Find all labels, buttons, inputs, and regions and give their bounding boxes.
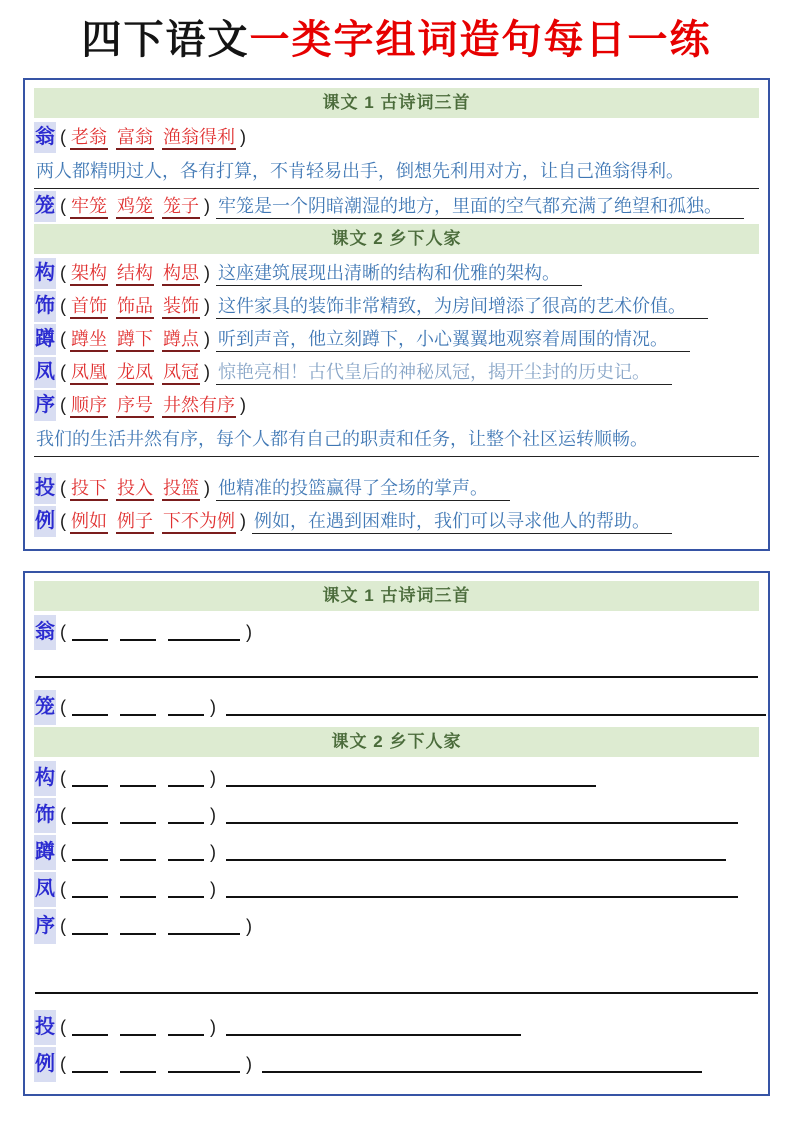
example-sentence: 这座建筑展现出清晰的结构和优雅的架构。 bbox=[216, 263, 582, 286]
example-sentence: 这件家具的装饰非常精致，为房间增添了很高的艺术价值。 bbox=[216, 296, 708, 319]
word-group-item: 投入 bbox=[116, 478, 154, 501]
example-sentence: 听到声音，他立刻蹲下，小心翼翼地观察着周围的情况。 bbox=[216, 329, 690, 352]
target-character: 例 bbox=[34, 1047, 56, 1082]
word-blank bbox=[120, 884, 156, 898]
word-group-item: 笼子 bbox=[162, 196, 200, 219]
target-character: 构 bbox=[34, 761, 56, 796]
word-blank bbox=[72, 810, 108, 824]
close-paren: ) bbox=[204, 478, 210, 498]
practice-box bbox=[23, 571, 770, 1096]
word-blank bbox=[120, 702, 156, 716]
word-blank bbox=[72, 884, 108, 898]
answer-box bbox=[23, 78, 770, 551]
word-group-item: 装饰 bbox=[162, 296, 200, 319]
close-paren: ) bbox=[204, 296, 210, 316]
close-paren: ) bbox=[210, 697, 216, 717]
answer-row-笼 bbox=[34, 191, 759, 222]
word-group-item: 蹲坐 bbox=[70, 329, 108, 352]
section-header-2: 课文 2 乡下人家 bbox=[34, 224, 759, 254]
word-blank bbox=[120, 847, 156, 861]
open-paren: ( bbox=[60, 296, 66, 316]
word-group-item: 凤凰 bbox=[70, 362, 108, 385]
word-group-item: 鸡笼 bbox=[116, 196, 154, 219]
close-paren: ) bbox=[210, 805, 216, 825]
practice-row-例 bbox=[34, 1047, 759, 1082]
answer-row-构 bbox=[34, 258, 759, 289]
target-character: 蹲 bbox=[34, 324, 56, 355]
example-sentence: 惊艳亮相！古代皇后的神秘凤冠，揭开尘封的历史记。 bbox=[216, 362, 672, 385]
page-title-topic: 一类字组词造句每日一练 bbox=[249, 18, 712, 62]
word-blank bbox=[72, 1022, 108, 1036]
word-group-item: 龙凤 bbox=[116, 362, 154, 385]
word-group-item: 蹲点 bbox=[162, 329, 200, 352]
example-sentence: 例如，在遇到困难时，我们可以寻求他人的帮助。 bbox=[252, 511, 672, 534]
target-character: 凤 bbox=[34, 357, 56, 388]
answer-row-翁 bbox=[34, 122, 759, 153]
word-group-item: 首饰 bbox=[70, 296, 108, 319]
answer-row-凤 bbox=[34, 357, 759, 388]
word-blank bbox=[168, 810, 204, 824]
practice-section-header-2: 课文 2 乡下人家 bbox=[34, 727, 759, 757]
close-paren: ) bbox=[246, 916, 252, 936]
page-title-course: 四下语文 bbox=[81, 18, 250, 62]
target-character: 蹲 bbox=[34, 835, 56, 870]
word-group-item: 结构 bbox=[116, 263, 154, 286]
practice-row-构 bbox=[34, 761, 759, 796]
target-character: 凤 bbox=[34, 872, 56, 907]
close-paren: ) bbox=[204, 329, 210, 349]
target-character: 饰 bbox=[34, 291, 56, 322]
word-group-item: 例子 bbox=[116, 511, 154, 534]
word-blank bbox=[120, 773, 156, 787]
word-blank bbox=[168, 702, 204, 716]
sentence-blank-line bbox=[262, 1059, 702, 1073]
word-group-item: 下不为例 bbox=[162, 511, 236, 534]
open-paren: ( bbox=[60, 395, 66, 415]
word-group-item: 构思 bbox=[162, 263, 200, 286]
target-character: 投 bbox=[34, 473, 56, 504]
word-blank bbox=[120, 1022, 156, 1036]
word-blank bbox=[168, 627, 240, 641]
answer-row-投 bbox=[34, 473, 759, 504]
word-group-item: 饰品 bbox=[116, 296, 154, 319]
target-character: 笼 bbox=[34, 191, 56, 222]
word-blank bbox=[120, 627, 156, 641]
close-paren: ) bbox=[204, 362, 210, 382]
sentence-row-翁 bbox=[34, 156, 759, 189]
open-paren: ( bbox=[60, 196, 66, 216]
word-group-item: 牢笼 bbox=[70, 196, 108, 219]
close-paren: ) bbox=[204, 196, 210, 216]
practice-row-序 bbox=[34, 909, 759, 944]
open-paren: ( bbox=[60, 622, 66, 642]
word-group-item: 投下 bbox=[70, 478, 108, 501]
sentence-row-序 bbox=[34, 424, 759, 457]
open-paren: ( bbox=[60, 263, 66, 283]
open-paren: ( bbox=[60, 127, 66, 147]
practice-row-饰 bbox=[34, 798, 759, 833]
close-paren: ) bbox=[246, 1054, 252, 1074]
sentence-blank-line bbox=[226, 884, 738, 898]
word-group-item: 井然有序 bbox=[162, 395, 236, 418]
example-sentence: 两人都精明过人，各有打算，不肯轻易出手，倒想先利用对方，让自己渔翁得利。 bbox=[34, 156, 759, 189]
open-paren: ( bbox=[60, 916, 66, 936]
word-group-item: 凤冠 bbox=[162, 362, 200, 385]
word-group-item: 富翁 bbox=[116, 127, 154, 150]
open-paren: ( bbox=[60, 697, 66, 717]
word-group-item: 例如 bbox=[70, 511, 108, 534]
sentence-blank-full-line bbox=[35, 654, 758, 678]
open-paren: ( bbox=[60, 879, 66, 899]
open-paren: ( bbox=[60, 768, 66, 788]
sentence-blank-line bbox=[226, 1022, 521, 1036]
open-paren: ( bbox=[60, 1054, 66, 1074]
sentence-blank-line bbox=[226, 810, 738, 824]
word-blank bbox=[168, 847, 204, 861]
open-paren: ( bbox=[60, 1017, 66, 1037]
close-paren: ) bbox=[210, 879, 216, 899]
word-blank bbox=[72, 627, 108, 641]
word-blank bbox=[120, 810, 156, 824]
practice-row-凤 bbox=[34, 872, 759, 907]
target-character: 翁 bbox=[34, 615, 56, 650]
word-blank bbox=[120, 1059, 156, 1073]
word-blank bbox=[168, 921, 240, 935]
target-character: 饰 bbox=[34, 798, 56, 833]
word-blank bbox=[72, 702, 108, 716]
word-group-item: 投篮 bbox=[162, 478, 200, 501]
page-title bbox=[0, 16, 793, 64]
word-blank bbox=[168, 1022, 204, 1036]
target-character: 序 bbox=[34, 390, 56, 421]
open-paren: ( bbox=[60, 842, 66, 862]
practice-row-蹲 bbox=[34, 835, 759, 870]
word-blank bbox=[72, 773, 108, 787]
close-paren: ) bbox=[204, 263, 210, 283]
target-character: 序 bbox=[34, 909, 56, 944]
close-paren: ) bbox=[210, 768, 216, 788]
close-paren: ) bbox=[240, 511, 246, 531]
target-character: 笼 bbox=[34, 690, 56, 725]
open-paren: ( bbox=[60, 478, 66, 498]
practice-row-翁 bbox=[34, 615, 759, 650]
target-character: 构 bbox=[34, 258, 56, 289]
example-sentence: 他精准的投篮赢得了全场的掌声。 bbox=[216, 478, 510, 501]
word-blank bbox=[168, 884, 204, 898]
sentence-blank-line bbox=[226, 702, 766, 716]
word-blank bbox=[72, 1059, 108, 1073]
word-group-item: 顺序 bbox=[70, 395, 108, 418]
target-character: 翁 bbox=[34, 122, 56, 153]
word-group-item: 序号 bbox=[116, 395, 154, 418]
practice-row-笼 bbox=[34, 690, 759, 725]
word-blank bbox=[72, 921, 108, 935]
close-paren: ) bbox=[210, 842, 216, 862]
open-paren: ( bbox=[60, 805, 66, 825]
sentence-blank-line bbox=[226, 773, 596, 787]
close-paren: ) bbox=[240, 395, 246, 415]
target-character: 例 bbox=[34, 506, 56, 537]
section-header-1: 课文 1 古诗词三首 bbox=[34, 88, 759, 118]
word-group-item: 老翁 bbox=[70, 127, 108, 150]
answer-row-饰 bbox=[34, 291, 759, 322]
word-blank bbox=[168, 1059, 240, 1073]
practice-section-header-1: 课文 1 古诗词三首 bbox=[34, 581, 759, 611]
close-paren: ) bbox=[246, 622, 252, 642]
word-blank bbox=[120, 921, 156, 935]
answer-row-例 bbox=[34, 506, 759, 537]
word-group-item: 蹲下 bbox=[116, 329, 154, 352]
practice-row-投 bbox=[34, 1010, 759, 1045]
example-sentence: 牢笼是一个阴暗潮湿的地方，里面的空气都充满了绝望和孤独。 bbox=[216, 196, 744, 219]
example-sentence: 我们的生活井然有序，每个人都有自己的职责和任务，让整个社区运转顺畅。 bbox=[34, 424, 759, 457]
target-character: 投 bbox=[34, 1010, 56, 1045]
word-blank bbox=[72, 847, 108, 861]
sentence-blank-full-line bbox=[35, 970, 758, 994]
sentence-blank-line bbox=[226, 847, 726, 861]
word-group-item: 渔翁得利 bbox=[162, 127, 236, 150]
close-paren: ) bbox=[240, 127, 246, 147]
open-paren: ( bbox=[60, 511, 66, 531]
open-paren: ( bbox=[60, 329, 66, 349]
word-blank bbox=[168, 773, 204, 787]
answer-row-序 bbox=[34, 390, 759, 421]
close-paren: ) bbox=[210, 1017, 216, 1037]
open-paren: ( bbox=[60, 362, 66, 382]
answer-row-蹲 bbox=[34, 324, 759, 355]
word-group-item: 架构 bbox=[70, 263, 108, 286]
